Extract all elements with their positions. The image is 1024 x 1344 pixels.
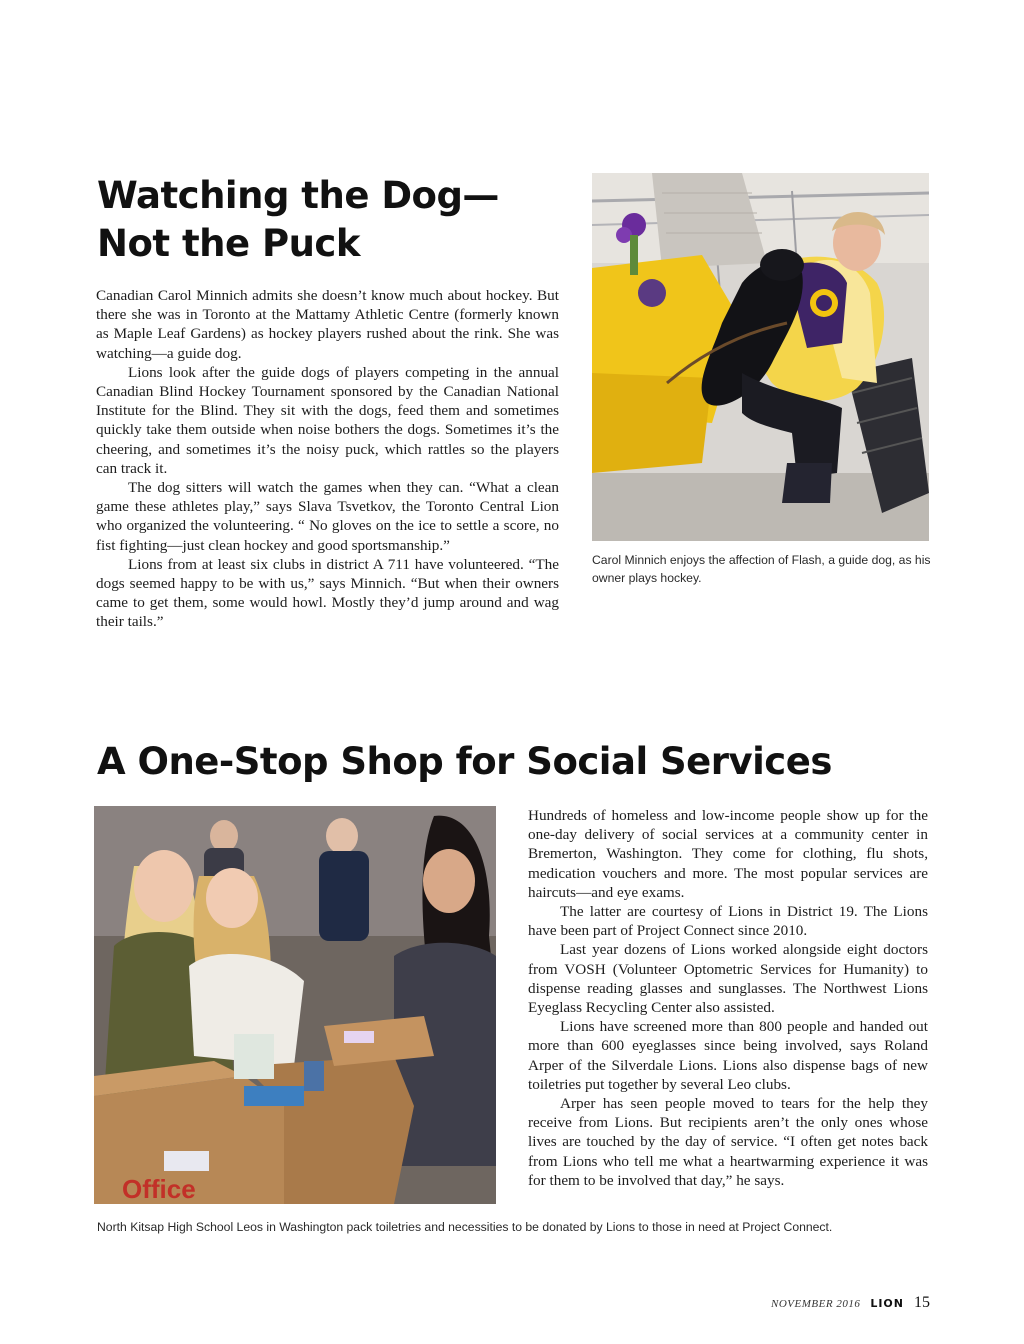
article1-body [96, 286, 559, 632]
paragraph: Lions look after the guide dogs of players competing in the annual Canadian Blind Hockey Tournament sponsored by the Canadian National Institute for the Blind. They sit with the dogs, feed them and sometimes quickly take them outside when noise bothers the dogs. Sometimes it’s the cheering, and sometimes it’s the noisy puck, which rattles so the players can track it. [96, 363, 559, 477]
paragraph: Lions have screened more than 800 people and handed out more than 600 eyeglasses since being involved, says Roland Arper of the Silverdale Lions. Lions also dispense bags of new toiletries put together by several Leo clubs. [528, 1018, 928, 1093]
paragraph: Arper has seen people moved to tears for the help they receive from Lions. But recipients aren’t the only ones whose lives are touched by the day of service. “I often get notes back from Lions who tell me what a heartwarming experience it was for them to be involved that day,” he says. [528, 1095, 928, 1189]
guide-dog-photo [592, 173, 929, 541]
paragraph: The dog sitters will watch the games when they can. “What a clean game these athletes play,” says Slava Tsvetkov, the Toronto Central Lion who organized the volunteering. “ No gloves on the ice to settle a score, no fist fighting—just clean hockey and good sportsmanship.” [96, 479, 559, 554]
photo-caption: North Kitsap High School Leos in Washington pack toiletries and necessities to be donated by Lions to those in need at Project Connect. [97, 1220, 833, 1234]
paragraph: Hundreds of homeless and low-income people show up for the one-day delivery of social services at a community center in Bremerton, Washington. They come for clothing, flu shots, medication vouchers and more. The most popular services are haircuts—and eye exams. [528, 807, 928, 901]
article-title-one-stop-shop: A One-Stop Shop for Social Services [97, 740, 832, 783]
leos-packing-photo-illustration [94, 806, 496, 1204]
paragraph: The latter are courtesy of Lions in District 19. The Lions have been part of Project Connect since 2010. [528, 903, 928, 940]
photo-caption: Carol Minnich enjoys the affection of Flash, a guide dog, as his owner plays hockey. [592, 553, 931, 585]
article2-body [528, 806, 928, 1190]
paragraph: Canadian Carol Minnich admits she doesn’t know much about hockey. But there she was in Toronto at the Mattamy Athletic Centre (formerly known as Maple Leaf Gardens) as hockey players rushed about the rink. She was watching—a guide dog. [96, 287, 559, 362]
box-print-text: Office [122, 1174, 196, 1204]
paragraph: Last year dozens of Lions worked alongside eight doctors from VOSH (Volunteer Optometric Services for Humanity) to dispense reading glasses and sunglasses. The Northwest Lions Eyeglass Recycling Center also assisted. [528, 941, 928, 1017]
page-number: 15 [914, 1294, 930, 1311]
title-line-1: Watching the Dog— [97, 174, 499, 217]
guide-dog-photo-illustration [592, 173, 929, 541]
magazine-name: LION [870, 1297, 904, 1310]
page-footer [700, 1294, 930, 1312]
leos-packing-photo [94, 806, 496, 1204]
paragraph: Lions from at least six clubs in district A 711 have volunteered. “The dogs seemed happy to be with us,” says Minnich. “But when their owners came to get them, some would howl. Mostly they’d jump around and wag their tails.” [96, 555, 559, 631]
article-title-watching-the-dog [97, 172, 567, 268]
title-line-2: Not the Puck [97, 222, 360, 265]
issue-date: NOVEMBER 2016 [771, 1298, 861, 1310]
